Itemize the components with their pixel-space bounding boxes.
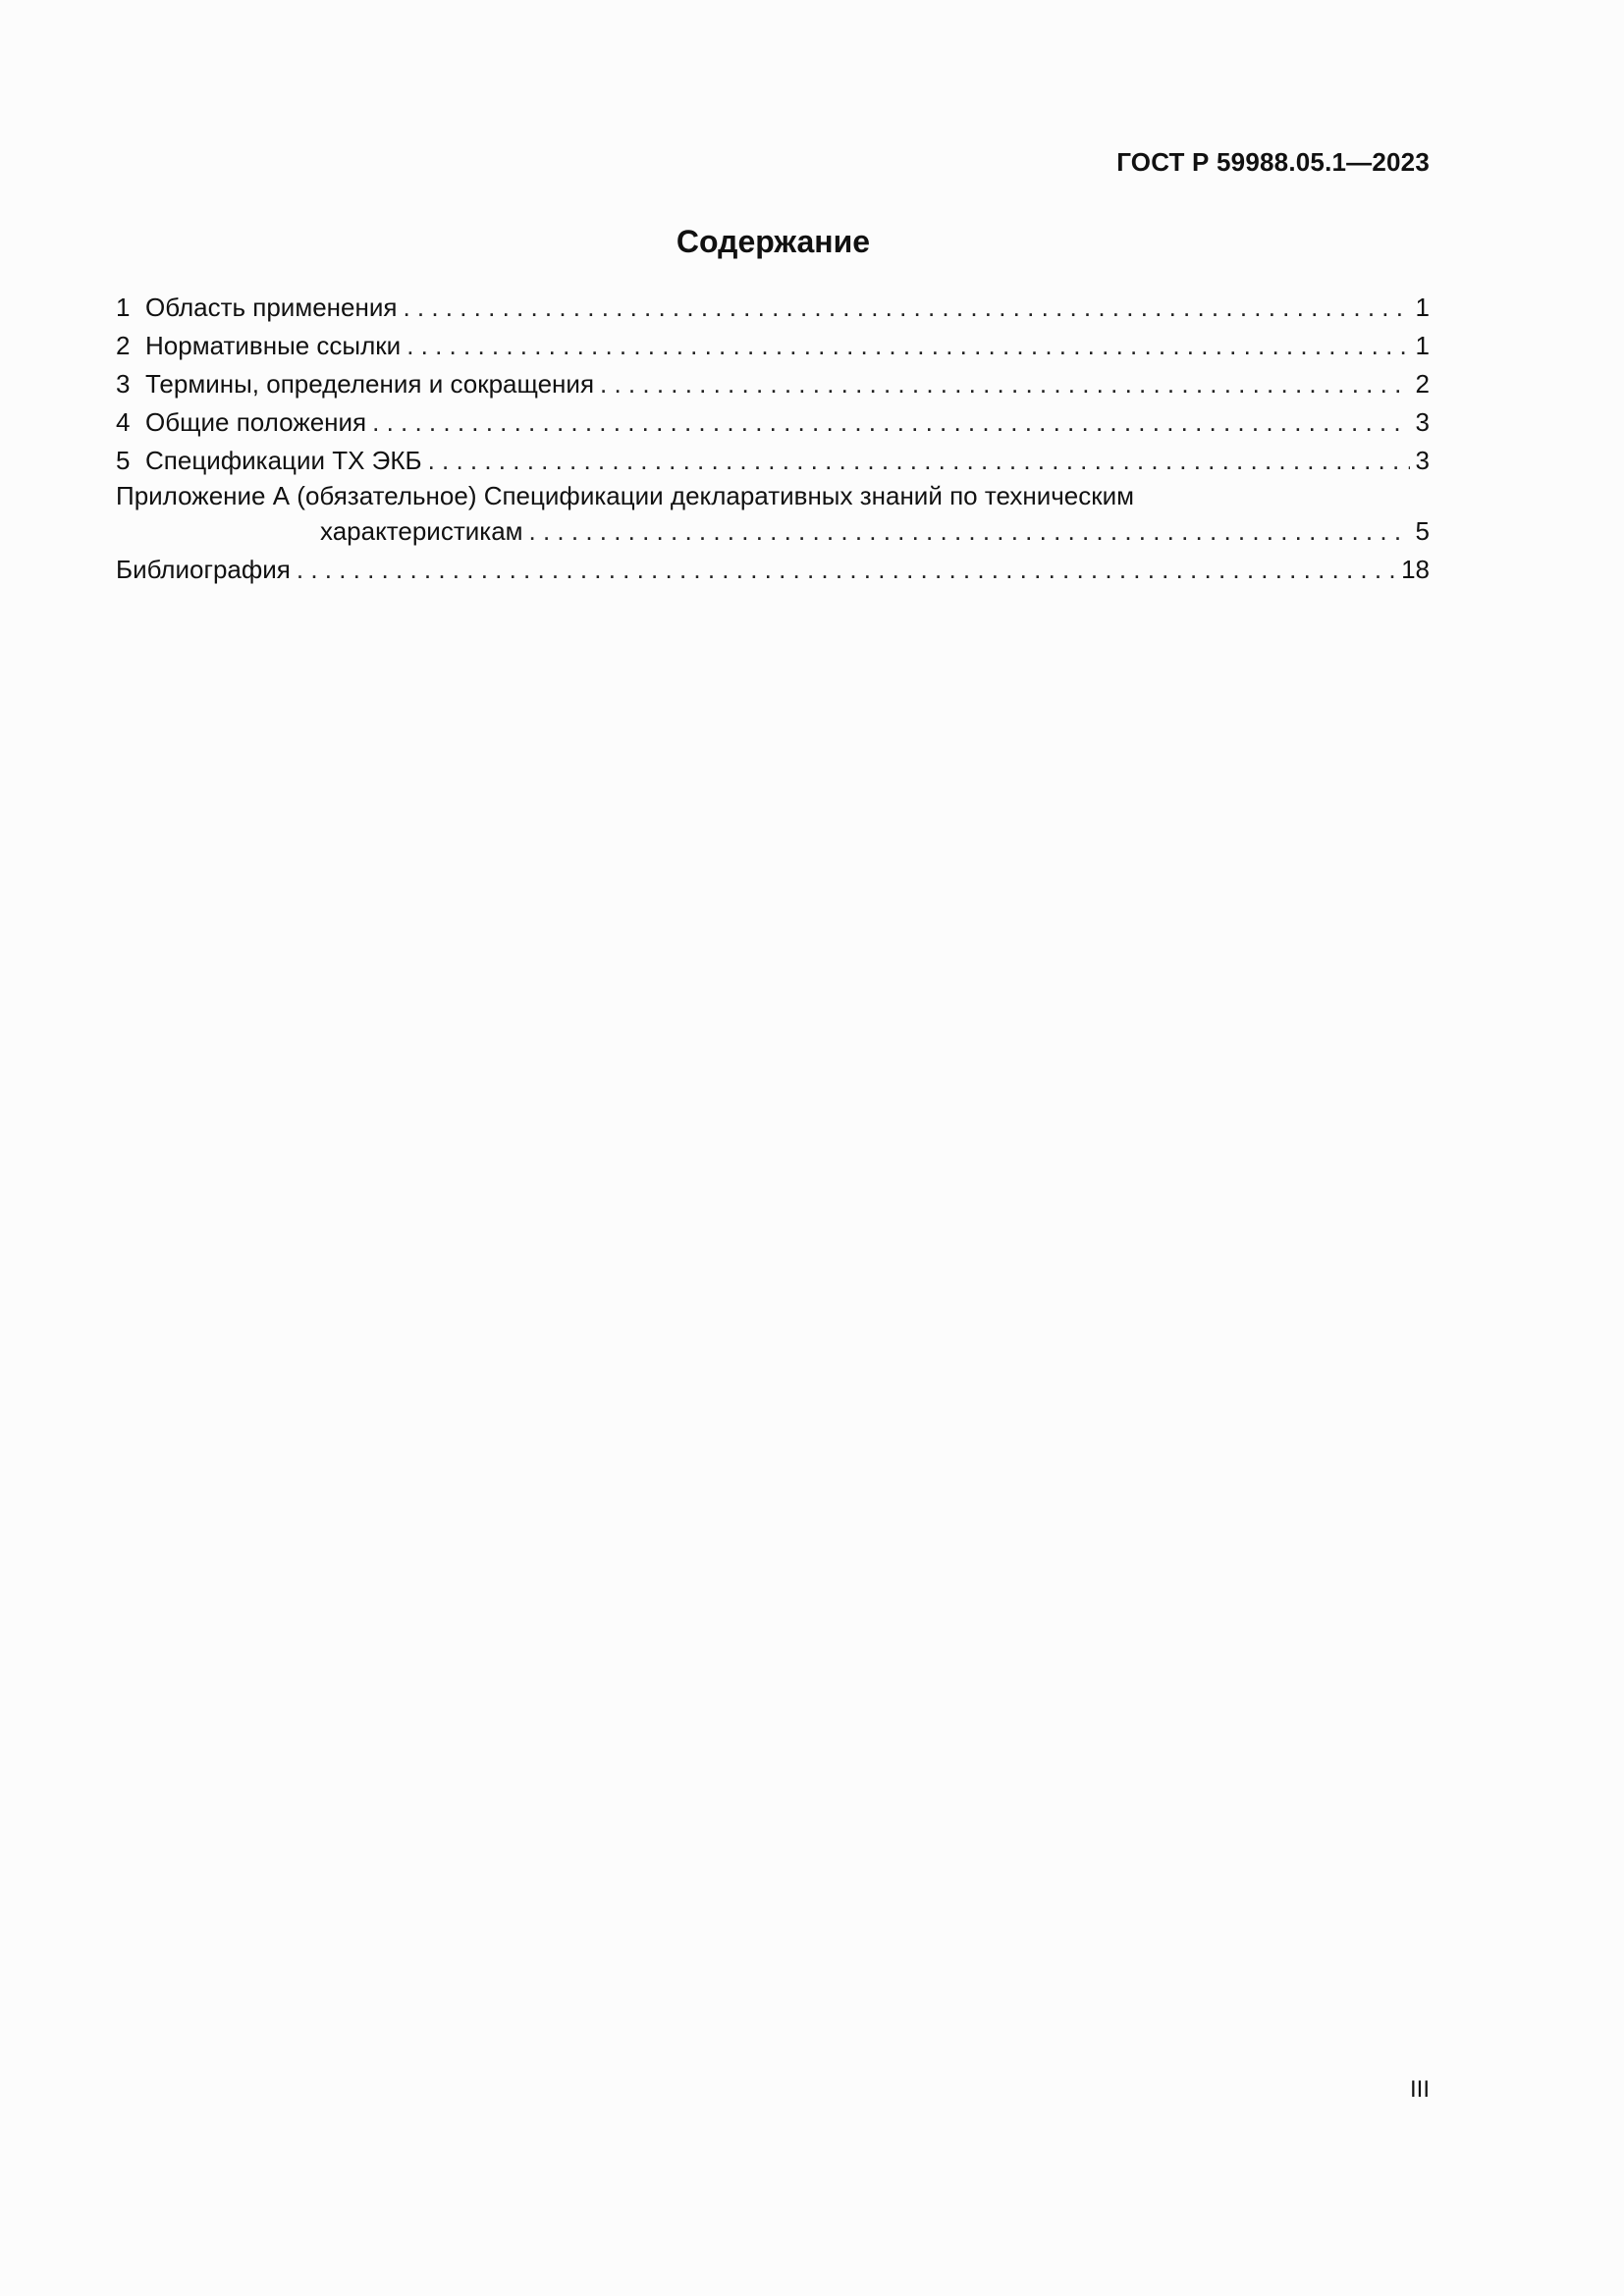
dot-leader — [406, 327, 1409, 365]
toc-entry-scope[interactable] — [116, 289, 1430, 327]
toc-entry-page: 3 — [1415, 407, 1430, 437]
toc-entry-title: Термины, определения и сокращения — [145, 369, 595, 399]
toc-entry-number: 5 — [116, 446, 131, 475]
toc-entry-number: 2 — [116, 331, 131, 360]
dot-leader — [600, 365, 1410, 403]
toc-entry-page: 2 — [1415, 369, 1430, 399]
standard-id: ГОСТ Р 59988.05.1—2023 — [1116, 147, 1430, 177]
toc-entry-number: 3 — [116, 369, 131, 399]
toc-entry-number: 4 — [116, 407, 131, 437]
toc-entry-title: Общие положения — [145, 407, 367, 437]
toc-entry-bibliography[interactable] — [116, 551, 1430, 589]
page-number: III — [1409, 2076, 1430, 2103]
toc-entry-title: Библиография — [116, 555, 291, 584]
toc-entry-page: 1 — [1415, 293, 1430, 322]
toc-entry-terms[interactable] — [116, 365, 1430, 403]
toc-entry-title-continued: характеристикам — [320, 516, 523, 546]
toc-entry-title: Область применения — [145, 293, 398, 322]
toc-entry-number: 1 — [116, 293, 131, 322]
toc-entry-specifications[interactable] — [116, 442, 1430, 480]
toc-entry-page: 18 — [1401, 555, 1430, 584]
table-of-contents — [116, 289, 1430, 589]
dot-leader — [372, 403, 1409, 442]
dot-leader — [403, 289, 1409, 327]
toc-entry-page: 3 — [1415, 446, 1430, 475]
toc-entry-page: 5 — [1415, 516, 1430, 546]
toc-entry-general[interactable] — [116, 403, 1430, 442]
toc-title: Содержание — [676, 224, 871, 259]
toc-entry-title: Приложение А (обязательное) Спецификации декларативных знаний по техническим — [116, 481, 1135, 510]
dot-leader — [428, 442, 1410, 480]
toc-entry-appendix-a-continued[interactable] — [116, 512, 1430, 551]
dot-leader — [297, 551, 1395, 589]
toc-entry-page: 1 — [1415, 331, 1430, 360]
toc-entry-normative-references[interactable] — [116, 327, 1430, 365]
dot-leader — [529, 512, 1410, 551]
toc-entry-appendix-a[interactable] — [116, 480, 1430, 512]
toc-entry-title: Нормативные ссылки — [145, 331, 402, 360]
toc-entry-title: Спецификации ТХ ЭКБ — [145, 446, 422, 475]
